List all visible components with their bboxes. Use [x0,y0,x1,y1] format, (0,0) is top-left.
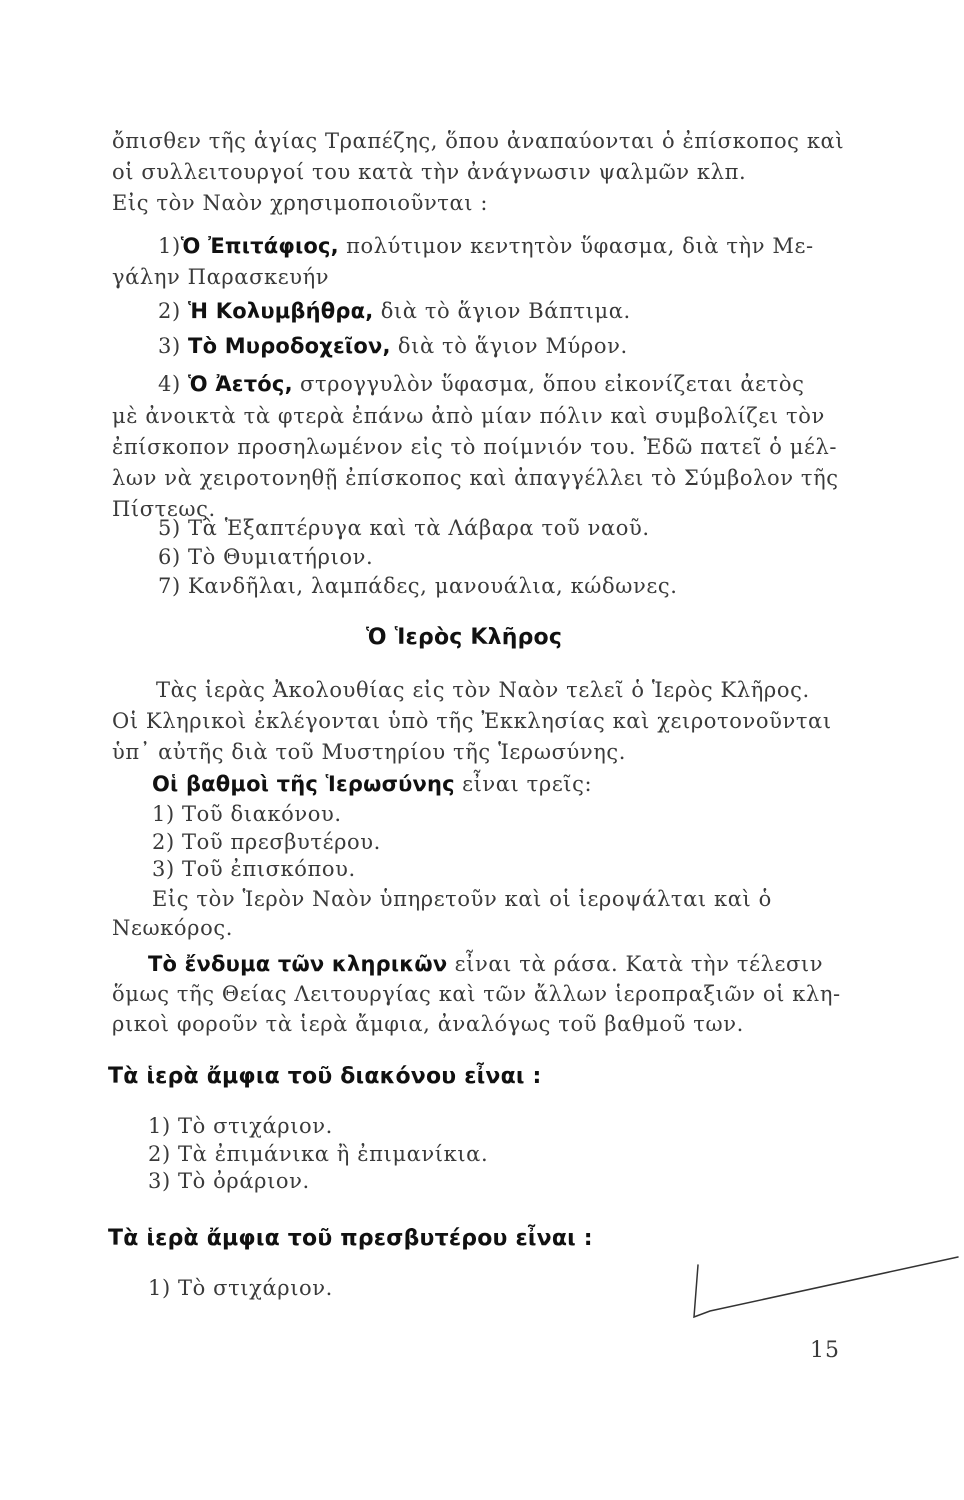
degrees-text: εἶναι τρεῖς: [462,772,593,796]
item-term: Ἡ Κολυμβήθρα, [188,299,374,323]
page-number: 15 [810,1338,840,1363]
text-line: Εἰς τὸν Ἱερὸν Ναὸν ὑπηρετοῦν καὶ οἱ ἱεροψάλται καὶ ὁ [152,887,772,911]
text-line: Πίστεως. [112,497,216,521]
section-title: Ὁ Ἱερὸς Κλῆρος [366,625,563,650]
pen-stroke-mark [670,1245,960,1325]
deacon-heading: Τὰ ἱερὰ ἄμφια τοῦ διακόνου εἶναι : [108,1064,542,1089]
item-text: διὰ τὸ ἅγιον Βάπτιμα. [380,299,631,323]
list-item: 7) Κανδῆλαι, λαμπάδες, μανουάλια, κώδωνες. [158,574,678,598]
text-line: γάλην Παρασκευήν [112,265,330,289]
text-line: λων νὰ χειροτονηθῇ ἐπίσκοπος καὶ ἀπαγγέλλει τὸ Σύμβολον τῆς [112,466,839,490]
list-item: 1) Τοῦ διακόνου. [152,802,342,826]
list-item: 1) Τὸ στιχάριον. [148,1276,333,1300]
item-number: 1) [158,234,181,258]
item-number: 2) [158,299,181,323]
list-item [158,297,631,325]
vestments-text: εἶναι τὰ ράσα. Κατὰ τὴν τέλεσιν [454,952,824,976]
text-line: ὄπισθεν τῆς ἁγίας Τραπέζης, ὅπου ἀναπαύονται ὁ ἐπίσκοπος καὶ [112,129,845,153]
text-line: Οἱ Κληρικοὶ ἐκλέγονται ὑπὸ τῆς Ἐκκλησίας καὶ χειροτονοῦνται [112,709,832,733]
item-term: Ὁ Ἐπιτάφιος, [180,234,339,258]
list-item: 2) Τοῦ πρεσβυτέρου. [152,830,381,854]
text-line: μὲ ἀνοικτὰ τὰ φτερὰ ἐπάνω ἀπὸ μίαν πόλιν καὶ συμβολίζει τὸν [112,404,825,428]
vestments-term: Τὸ ἔνδυμα τῶν κληρικῶν [148,952,448,976]
text-line: οἱ συλλειτουργοί του κατὰ τὴν ἀνάγνωσιν ψαλμῶν κλπ. [112,160,747,184]
list-item: 6) Τὸ Θυμιατήριον. [158,545,374,569]
list-item: 2) Τὰ ἐπιμάνικα ἢ ἐπιμανίκια. [148,1142,489,1166]
text-line: Νεωκόρος. [112,916,233,940]
list-item: 3) Τὸ ὀράριον. [148,1169,310,1193]
text-line: Τὰς ἱερὰς Ἀκολουθίας εἰς τὸν Ναὸν τελεῖ ὁ Ἱερὸς Κλῆρος. [156,678,810,702]
list-item [158,232,814,260]
presbyter-heading: Τὰ ἱερὰ ἄμφια τοῦ πρεσβυτέρου εἶναι : [108,1226,593,1251]
item-text: πολύτιμον κεντητὸν ὕφασμα, διὰ τὴν Με- [346,234,814,258]
text-line: ἐπίσκοπον προσηλωμένον εἰς τὸ ποίμνιόν του. Ἐδῶ πατεῖ ὁ μέλ- [112,435,838,459]
text-line: ὅμως τῆς Θείας Λειτουργίας καὶ τῶν ἄλλων ἱεροπραξιῶν οἱ κλη- [112,982,841,1006]
list-item [158,332,628,360]
item-term: Ὁ Ἀετός, [188,372,293,396]
item-term: Τὸ Μυροδοχεῖον, [188,334,391,358]
text-line: ὑπ᾿ αὐτῆς διὰ τοῦ Μυστηρίου τῆς Ἱερωσύνης. [112,740,627,764]
text-line: Εἰς τὸν Ναὸν χρησιμοποιοῦνται : [112,191,489,215]
degrees-term: Οἱ βαθμοὶ τῆς Ἱερωσύνης [152,772,455,796]
item-text: στρογγυλὸν ὕφασμα, ὅπου εἰκονίζεται ἀετὸς [300,372,805,396]
vestments-intro [148,950,823,978]
list-item [158,370,804,398]
list-item: 5) Τὰ Ἑξαπτέρυγα καὶ τὰ Λάβαρα τοῦ ναοῦ. [158,516,650,540]
text-line: ρικοὶ φοροῦν τὰ ἱερὰ ἄμφια, ἀναλόγως τοῦ βαθμοῦ των. [112,1012,744,1036]
item-text: διὰ τὸ ἅγιον Μύρον. [397,334,628,358]
list-item: 1) Τὸ στιχάριον. [148,1114,333,1138]
item-number: 3) [158,334,181,358]
item-number: 4) [158,372,181,396]
list-item: 3) Τοῦ ἐπισκόπου. [152,857,356,881]
degrees-intro [152,770,592,798]
